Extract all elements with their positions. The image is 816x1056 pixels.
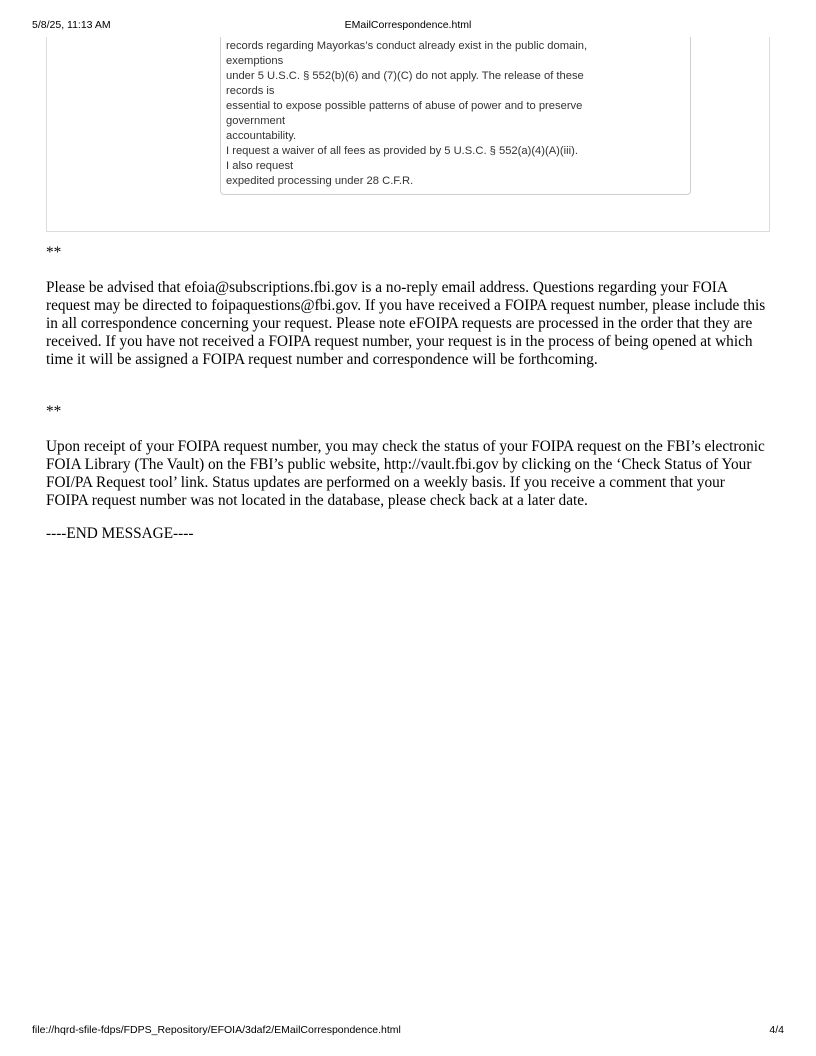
- request-text-line: exemptions: [226, 55, 284, 67]
- request-text-line: expedited processing under 28 C.F.R.: [226, 175, 414, 187]
- separator-marker: **: [46, 244, 62, 261]
- status-check-paragraph: Upon receipt of your FOIPA request number, you may check the status of your FOIPA request on the FBI’s electronic FOIA Library (The Vault) on the FBI’s public website, http://vault.fbi.gov by clicking on the ‘Check Status of Your FOI/PA Request tool’ link. Status updates are performed on a weekly basis. If you receive a comment that your FOIPA request number was not located in the database, please check back at a later date.: [46, 438, 765, 509]
- request-text-line: records regarding Mayorkas’s conduct already exist in the public domain,: [226, 40, 588, 52]
- print-footer: [0, 1024, 816, 1038]
- separator-marker: **: [46, 403, 62, 420]
- end-message-marker: ----END MESSAGE----: [46, 525, 194, 542]
- print-header: [0, 19, 816, 33]
- request-text-excerpt: [226, 39, 686, 189]
- request-text-line: essential to expose possible patterns of abuse of power and to preserve: [226, 100, 583, 112]
- print-datetime: 5/8/25, 11:13 AM: [32, 19, 111, 31]
- print-document-title: EMailCorrespondence.html: [344, 19, 472, 31]
- print-file-path: file://hqrd-sfile-fdps/FDPS_Repository/EFOIA/3daf2/EMailCorrespondence.html: [32, 1024, 401, 1036]
- request-text-line: records is: [226, 85, 275, 97]
- request-text-line: I request a waiver of all fees as provided by 5 U.S.C. § 552(a)(4)(A)(iii).: [226, 145, 578, 157]
- request-text-line: I also request: [226, 160, 294, 172]
- request-text-line: accountability.: [226, 130, 297, 142]
- request-text-line: under 5 U.S.C. § 552(b)(6) and (7)(C) do not apply. The release of these: [226, 70, 584, 82]
- request-text-line: government: [226, 115, 286, 127]
- print-page-number: 4/4: [769, 1024, 784, 1036]
- no-reply-notice-paragraph: Please be advised that efoia@subscriptions.fbi.gov is a no-reply email address. Questions regarding your FOIA request may be directed to foipaquestions@fbi.gov. If you have received a FOIPA request number, please include this in all correspondence concerning your request. Please note eFOIPA requests are processed in the order that they are received. If you have not received a FOIPA request number, your request is in the process of being opened at which time it will be assigned a FOIPA request number and correspondence will be forthcoming.: [46, 279, 766, 368]
